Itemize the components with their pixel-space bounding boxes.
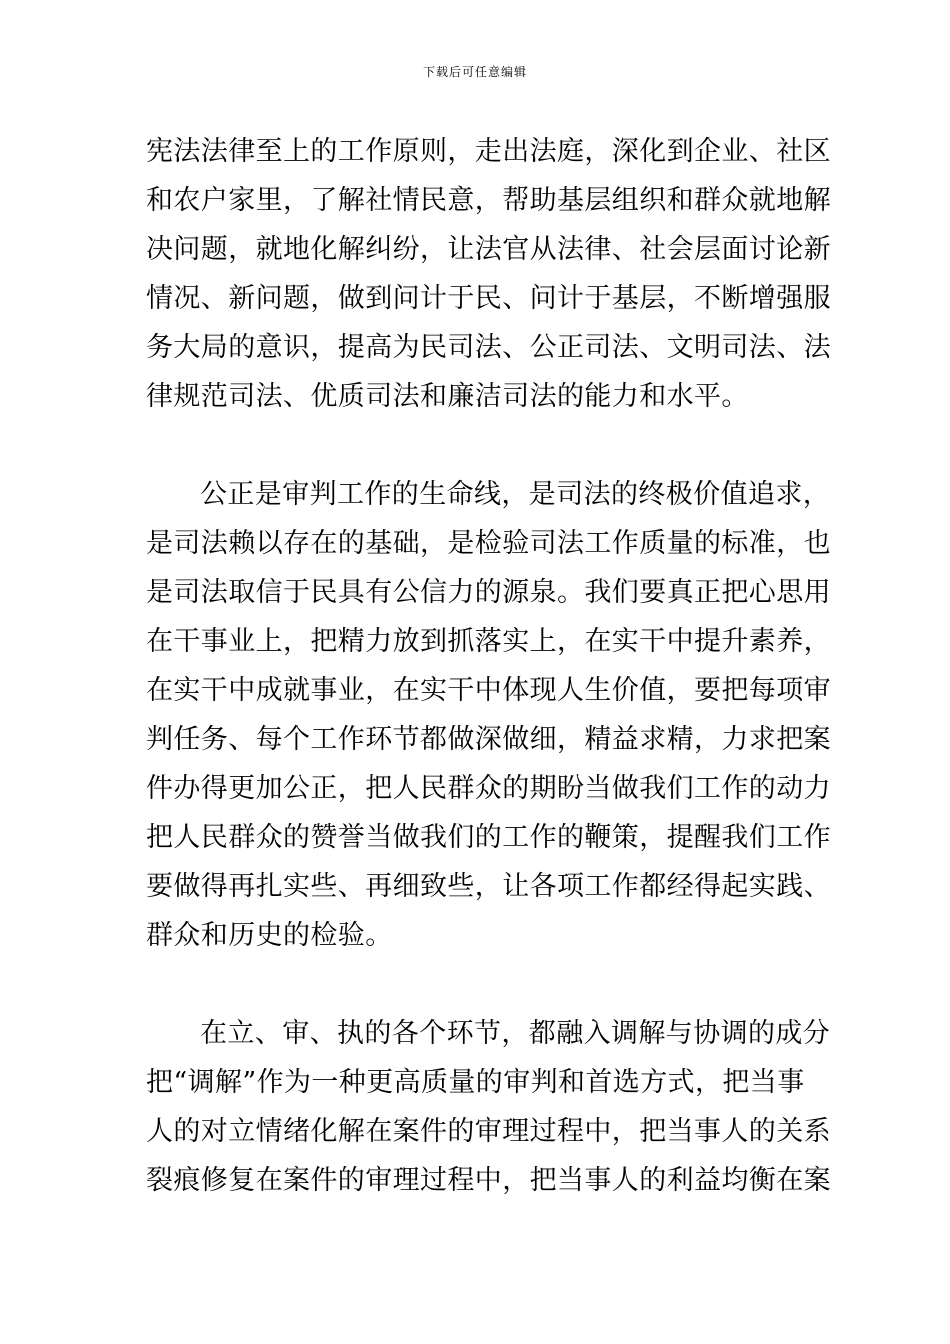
text-line: 群众和历史的检验。 [146,920,393,951]
text-line: 要做得再扎实些、再细致些，让各项工作都经得起实践、 [146,871,831,902]
paragraph-3 [146,1009,831,1205]
text-line: 决问题，就地化解纠纷，让法官从法律、社会层面讨论新 [146,234,831,265]
text-line: 件办得更加公正，把人民群众的期盼当做我们工作的动力 [146,773,831,804]
text-line: 务大局的意识，提高为民司法、公正司法、文明司法、法 [146,332,831,363]
text-line: 在实干中成就事业，在实干中体现人生价值，要把每项审 [146,675,831,706]
text-line: 律规范司法、优质司法和廉洁司法的能力和水平。 [146,381,749,412]
paragraph-gap [146,960,806,1009]
paragraph-gap [146,421,806,470]
text-line: 公正是审判工作的生命线，是司法的终极价值追求， [200,479,831,510]
text-line: 是司法赖以存在的基础，是检验司法工作质量的标准，也 [146,528,831,559]
text-line: 裂痕修复在案件的审理过程中，把当事人的利益均衡在案 [146,1165,831,1196]
text-line: 判任务、每个工作环节都做深做细，精益求精，力求把案 [146,724,831,755]
document-body [146,127,831,1205]
text-line: 在干事业上，把精力放到抓落实上，在实干中提升素养， [146,626,831,657]
text-line: 宪法法律至上的工作原则，走出法庭，深化到企业、社区 [146,136,831,167]
page-header: 下载后可任意编辑 [422,65,527,79]
text-line: 把人民群众的赞誉当做我们的工作的鞭策，提醒我们工作 [146,822,831,853]
text-line: 情况、新问题，做到问计于民、问计于基层，不断增强服 [146,283,831,314]
text-line: 把“调解”作为一种更高质量的审判和首选方式，把当事 [146,1067,805,1098]
paragraph-1 [146,127,831,421]
text-line: 人的对立情绪化解在案件的审理过程中，把当事人的关系 [146,1116,831,1147]
text-line: 是司法取信于民具有公信力的源泉。我们要真正把心思用 [146,577,831,608]
text-line: 和农户家里，了解社情民意，帮助基层组织和群众就地解 [146,185,831,216]
text-line: 在立、审、执的各个环节，都融入调解与协调的成分 [200,1018,831,1049]
paragraph-2 [146,470,831,960]
